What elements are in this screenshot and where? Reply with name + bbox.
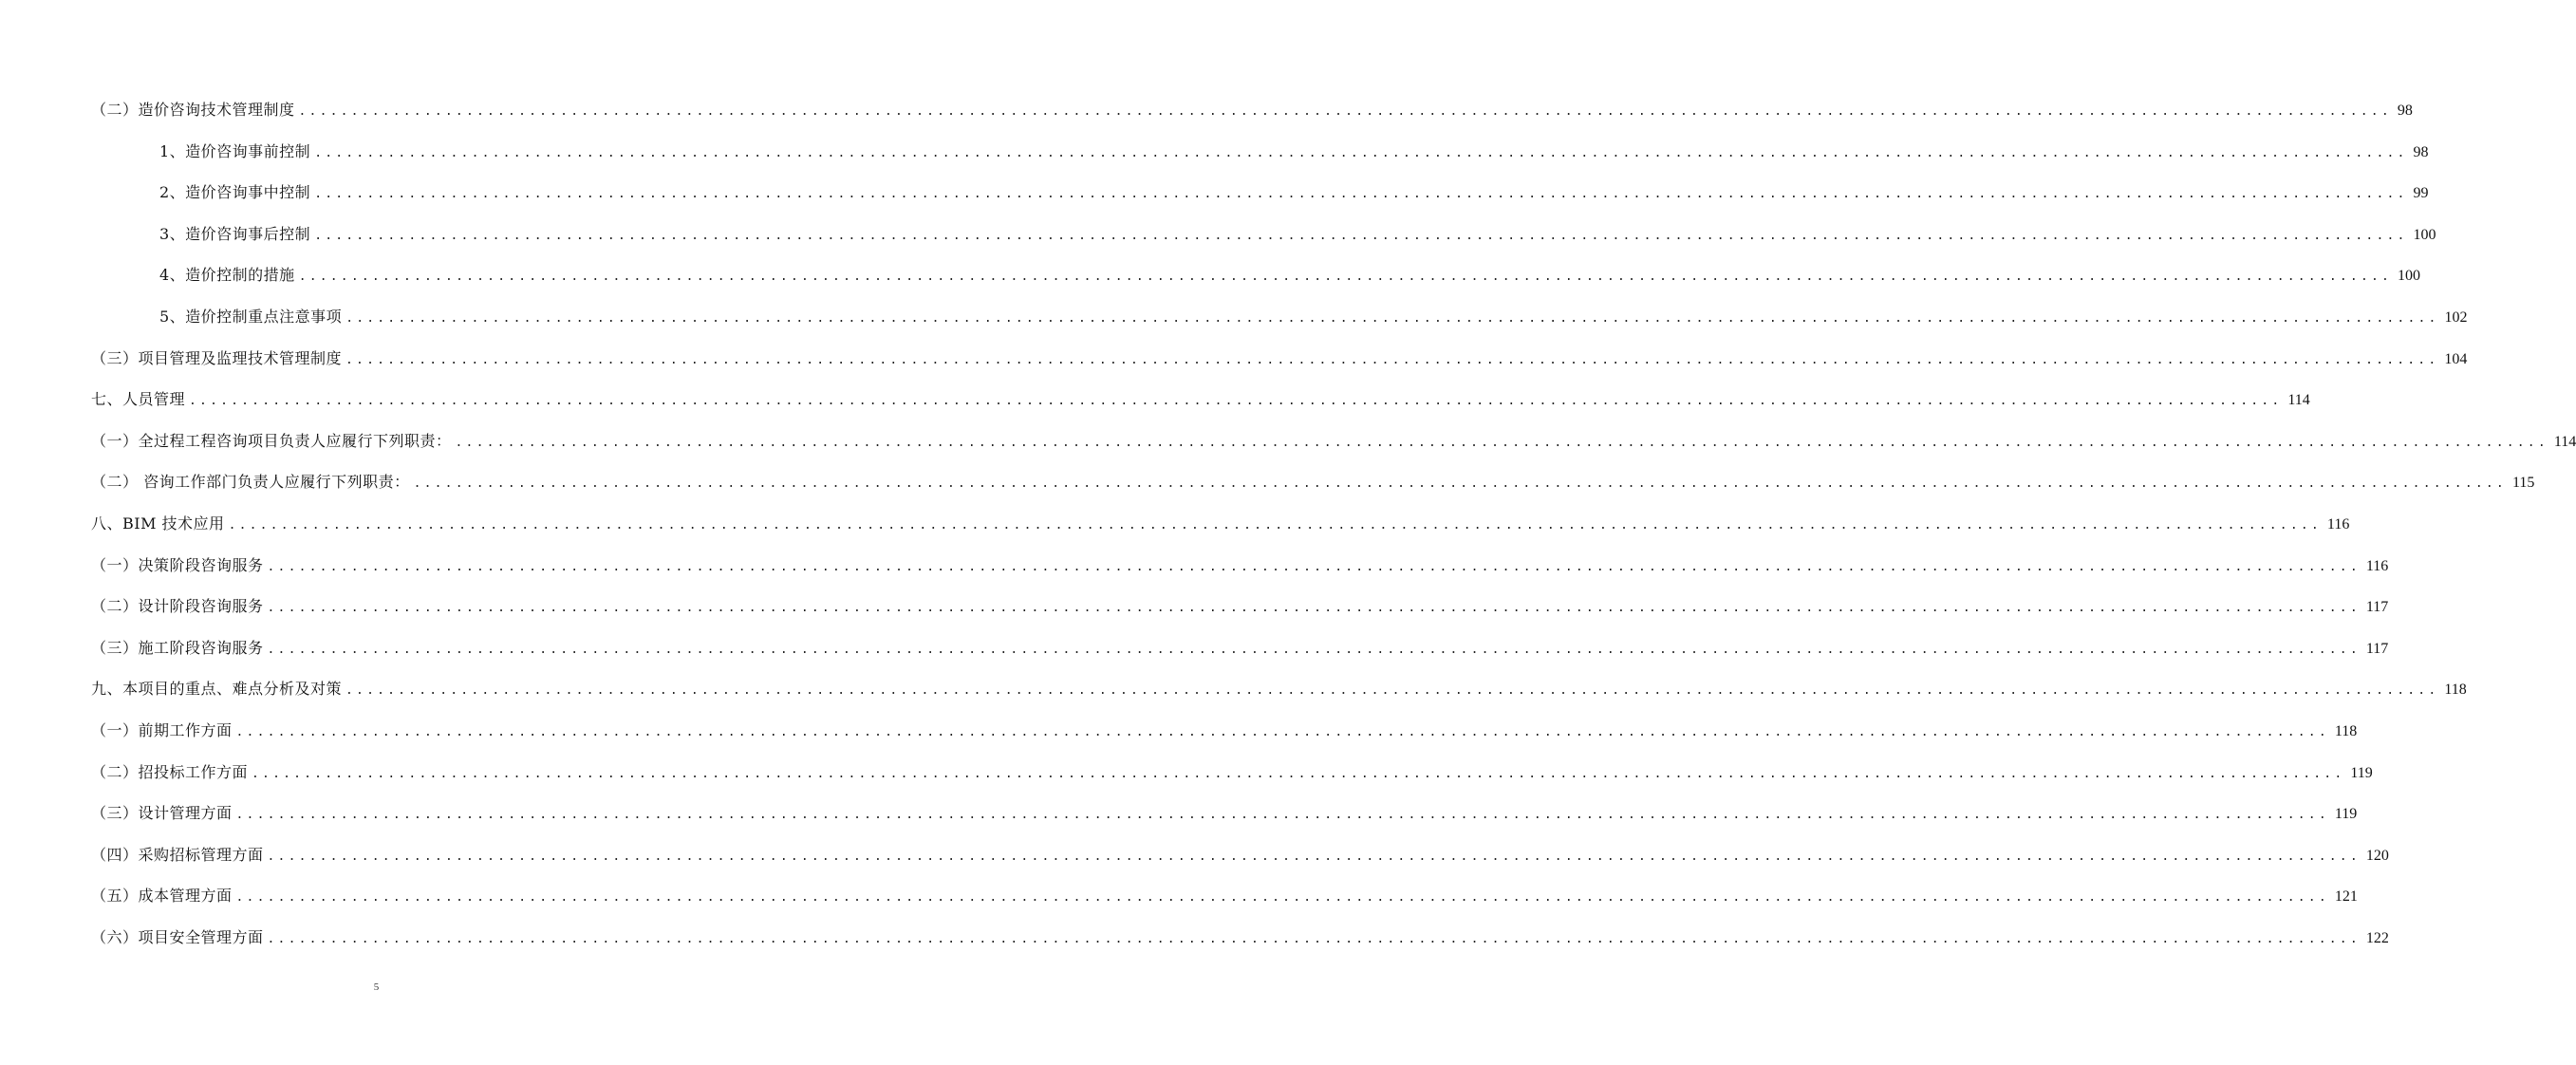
toc-entry[interactable] xyxy=(91,885,2358,907)
toc-entry-page: 99 xyxy=(2413,185,2429,201)
toc-dot-leader: ........................................................................................................................................................................................................ xyxy=(314,187,2408,201)
toc-entry-title: 5、造价控制重点注意事项 xyxy=(159,308,343,326)
toc-entry-title: （一）前期工作方面 xyxy=(91,721,233,739)
toc-entry-page: 102 xyxy=(2444,309,2468,326)
toc-entry[interactable] xyxy=(159,306,2468,328)
toc-entry-page: 116 xyxy=(2326,516,2350,532)
toc-entry-title: 1、造价咨询事前控制 xyxy=(159,142,311,160)
toc-dot-leader: ........................................................................................................................................................................................................ xyxy=(189,394,2283,408)
toc-entry-title: 九、本项目的重点、难点分析及对策 xyxy=(91,680,343,698)
page-number: 5 xyxy=(373,981,380,993)
toc-entry-page: 116 xyxy=(2365,558,2389,574)
toc-dot-leader: ........................................................................................................................................................................................................ xyxy=(413,476,2507,491)
toc-entry[interactable] xyxy=(91,595,2389,618)
toc-entry[interactable] xyxy=(91,719,2358,742)
toc-entry[interactable] xyxy=(91,926,2389,949)
toc-entry-page: 98 xyxy=(2413,144,2429,160)
toc-dot-leader: ........................................................................................................................................................................................................ xyxy=(228,518,2322,532)
toc-entry-page: 114 xyxy=(2553,434,2576,450)
toc-entry-page: 117 xyxy=(2365,641,2389,657)
toc-entry-title: （三）项目管理及监理技术管理制度 xyxy=(91,349,343,367)
toc-dot-leader: ........................................................................................................................................................................................................ xyxy=(345,311,2439,326)
toc-dot-leader: ........................................................................................................................................................................................................ xyxy=(345,683,2439,698)
toc-entry[interactable] xyxy=(91,471,2535,494)
toc-entry[interactable] xyxy=(91,844,2389,867)
toc-entry-page: 120 xyxy=(2365,848,2389,864)
toc-entry-page: 114 xyxy=(2287,392,2310,408)
toc-dot-leader: ........................................................................................................................................................................................................ xyxy=(298,104,2392,119)
toc-entry[interactable] xyxy=(91,388,2310,411)
toc-entry[interactable] xyxy=(91,554,2389,577)
toc-entry[interactable] xyxy=(159,223,2436,246)
toc-dot-leader: ........................................................................................................................................................................................................ xyxy=(235,890,2329,905)
toc-entry-page: 121 xyxy=(2334,888,2358,905)
toc-entry[interactable] xyxy=(91,678,2467,701)
toc-dot-leader: ........................................................................................................................................................................................................ xyxy=(298,270,2393,284)
toc-entry-title: 八、BIM 技术应用 xyxy=(91,514,225,532)
toc-entry[interactable] xyxy=(91,513,2350,535)
toc-entry-title: （二）招投标工作方面 xyxy=(91,763,249,781)
toc-entry[interactable] xyxy=(159,140,2429,163)
toc-entry-page: 118 xyxy=(2334,723,2358,739)
toc-entry-page: 98 xyxy=(2397,103,2413,119)
toc-entry[interactable] xyxy=(159,264,2421,287)
toc-entry-page: 119 xyxy=(2334,806,2358,822)
toc-entry-title: 3、造价咨询事后控制 xyxy=(159,225,311,243)
toc-dot-leader: ........................................................................................................................................................................................................ xyxy=(267,601,2361,615)
toc-entry-title: （一）决策阶段咨询服务 xyxy=(91,556,264,574)
toc-dot-leader: ........................................................................................................................................................................................................ xyxy=(267,643,2361,657)
toc-entry[interactable] xyxy=(91,637,2389,660)
toc-entry-title: （二）设计阶段咨询服务 xyxy=(91,597,264,615)
toc-dot-leader: ........................................................................................................................................................................................................ xyxy=(455,436,2548,450)
toc-entry[interactable] xyxy=(159,181,2429,204)
toc-entry-title: 4、造价控制的措施 xyxy=(159,266,295,284)
toc-entry-title: （一）全过程工程咨询项目负责人应履行下列职责： xyxy=(91,432,452,450)
toc-entry-title: （三）施工阶段咨询服务 xyxy=(91,639,264,657)
toc-dot-leader: ........................................................................................................................................................................................................ xyxy=(267,932,2361,946)
toc-dot-leader: ........................................................................................................................................................................................................ xyxy=(252,767,2345,781)
toc-dot-leader: ........................................................................................................................................................................................................ xyxy=(314,146,2408,160)
toc-entry-title: 七、人员管理 xyxy=(91,390,186,408)
toc-dot-leader: ........................................................................................................................................................................................................ xyxy=(235,808,2329,822)
toc-entry[interactable] xyxy=(91,430,2576,453)
toc-entry-page: 118 xyxy=(2444,682,2467,698)
toc-entry[interactable] xyxy=(91,761,2373,784)
toc-entry-title: （二）造价咨询技术管理制度 xyxy=(91,101,295,119)
toc-entry-page: 119 xyxy=(2350,765,2373,781)
toc-dot-leader: ........................................................................................................................................................................................................ xyxy=(314,229,2408,243)
toc-entry[interactable] xyxy=(91,802,2358,825)
toc-entry-title: （三）设计管理方面 xyxy=(91,804,233,822)
toc-entry-title: （二） 咨询工作部门负责人应履行下列职责： xyxy=(91,473,410,491)
toc-entry-page: 104 xyxy=(2444,351,2468,367)
toc-dot-leader: ........................................................................................................................................................................................................ xyxy=(345,353,2439,367)
toc-entry-title: （六）项目安全管理方面 xyxy=(91,928,264,946)
toc-dot-leader: ........................................................................................................................................................................................................ xyxy=(235,725,2329,739)
toc-entry-title: （五）成本管理方面 xyxy=(91,887,233,905)
toc-entry-page: 122 xyxy=(2365,930,2389,946)
toc-dot-leader: ........................................................................................................................................................................................................ xyxy=(267,560,2361,574)
toc-entry[interactable] xyxy=(91,99,2413,121)
toc-entry-title: （四）采购招标管理方面 xyxy=(91,846,264,864)
toc-entry-page: 100 xyxy=(2398,268,2421,284)
toc-entry-page: 100 xyxy=(2413,227,2436,243)
toc-entry-title: 2、造价咨询事中控制 xyxy=(159,183,311,201)
toc-entry[interactable] xyxy=(91,347,2468,370)
toc-entry-page: 115 xyxy=(2511,475,2535,491)
toc-entry-page: 117 xyxy=(2365,599,2389,615)
toc-dot-leader: ........................................................................................................................................................................................................ xyxy=(267,850,2361,864)
